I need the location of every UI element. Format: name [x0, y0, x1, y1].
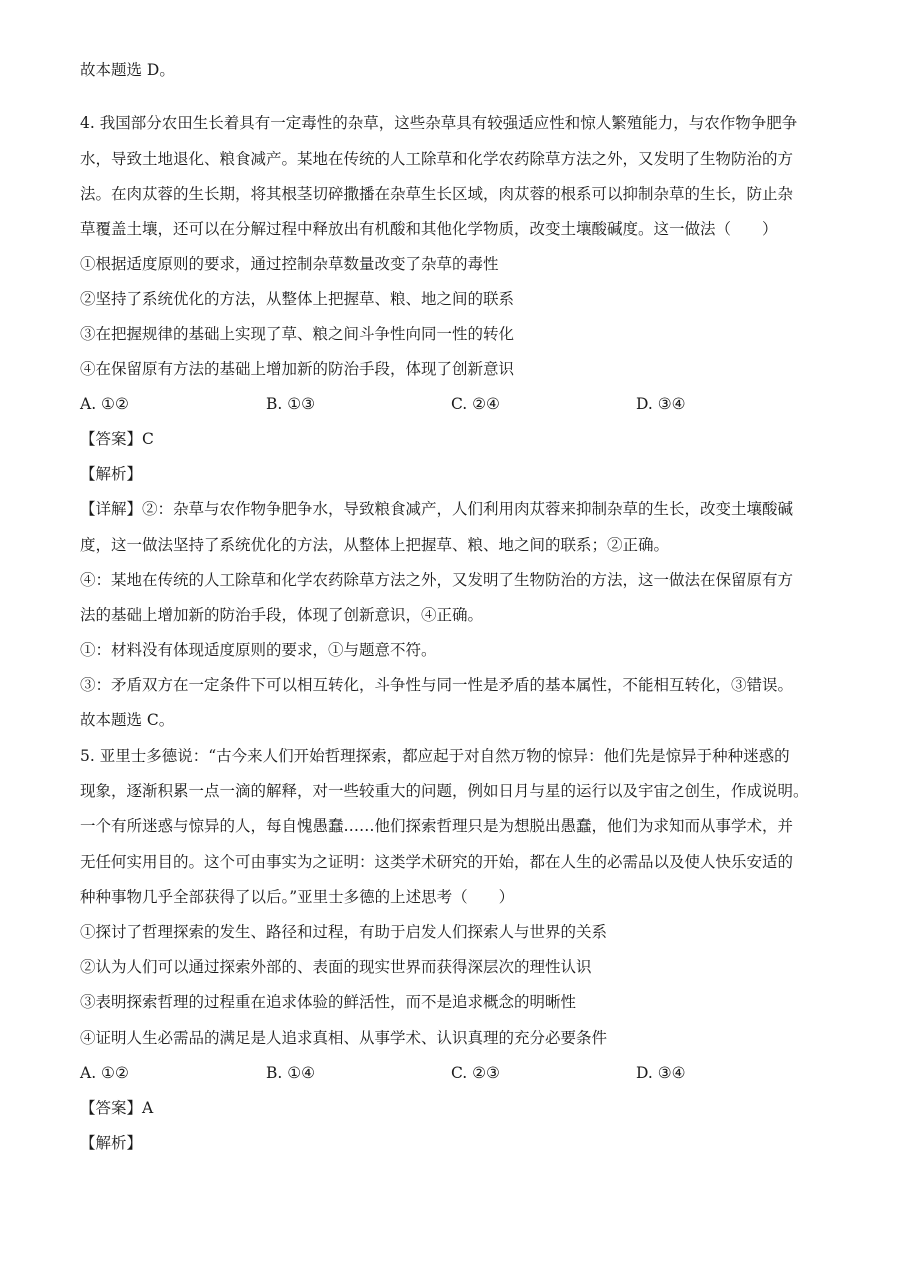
q5-option-a: A. ①②: [80, 1064, 129, 1082]
q5-statement-3: ③表明探索哲理的过程重在追求体验的鲜活性，而不是追求概念的明晰性: [80, 993, 577, 1011]
q5-stem-line: 一个有所迷惑与惊异的人，每自愧愚蠢……他们探索哲理只是为想脱出愚蠢，他们为求知而从事学术，并: [80, 817, 794, 835]
q5-analysis-label: 【解析】: [80, 1134, 143, 1152]
q4-option-a: A. ①②: [80, 395, 129, 413]
q4-detail-line: ④：某地在传统的人工除草和化学农药除草方法之外，又发明了生物防治的方法，这一做法在保留原有方: [80, 571, 794, 589]
q4-detail-line: 【详解】②：杂草与农作物争肥争水，导致粮食减产，人们利用肉苁蓉来抑制杂草的生长，改变土壤酸碱: [80, 500, 794, 518]
q5-stem-line: 种种事物几乎全部获得了以后。”亚里士多德的上述思考（ ）: [80, 888, 515, 906]
q5-statement-4: ④证明人生必需品的满足是人追求真相、从事学术、认识真理的充分必要条件: [80, 1029, 608, 1047]
q4-stem-line: 水，导致土地退化、粮食减产。某地在传统的人工除草和化学农药除草方法之外，又发明了生物防治的方: [80, 150, 794, 168]
q5-option-c: C. ②③: [451, 1064, 500, 1082]
q5-stem-line: 无任何实用目的。这个可由事实为之证明：这类学术研究的开始，都在人生的必需品以及使人快乐安适的: [80, 853, 794, 871]
q4-detail-line: 度，这一做法坚持了系统优化的方法，从整体上把握草、粮、地之间的联系；②正确。: [80, 536, 670, 554]
q4-statement-2: ②坚持了系统优化的方法，从整体上把握草、粮、地之间的联系: [80, 290, 515, 308]
q5-stem-line: 5. 亚里士多德说：“古今来人们开始哲理探索，都应起于对自然万物的惊异：他们先是惊异于种种迷惑的: [80, 747, 790, 765]
q4-stem-line: 草覆盖土壤，还可以在分解过程中释放出有机酸和其他化学物质，改变土壤酸碱度。这一做法（ ）: [80, 220, 778, 238]
q4-analysis-label: 【解析】: [80, 465, 143, 483]
q4-stem-line: 4. 我国部分农田生长着具有一定毒性的杂草，这些杂草具有较强适应性和惊人繁殖能力，与农作物争肥争: [80, 114, 798, 132]
q5-answer: 【答案】A: [80, 1099, 154, 1117]
q5-stem-line: 现象，逐渐积累一点一滴的解释，对一些较重大的问题，例如日月与星的运行以及宇宙之创生，作成说明。: [80, 782, 809, 800]
q4-stem-line: 法。在肉苁蓉的生长期，将其根茎切碎撒播在杂草生长区域，肉苁蓉的根系可以抑制杂草的生长，防止杂: [80, 185, 794, 203]
q4-detail-line: 法的基础上增加新的防治手段，体现了创新意识，④正确。: [80, 606, 484, 624]
q4-statement-4: ④在保留原有方法的基础上增加新的防治手段，体现了创新意识: [80, 360, 515, 378]
q4-option-b: B. ①③: [266, 395, 316, 413]
q4-option-c: C. ②④: [451, 395, 500, 413]
q4-answer: 【答案】C: [80, 430, 154, 448]
q4-option-d: D. ③④: [636, 395, 686, 413]
q3-conclusion: 故本题选 D。: [80, 61, 175, 79]
q4-statement-3: ③在把握规律的基础上实现了草、粮之间斗争性向同一性的转化: [80, 325, 515, 343]
q5-statement-1: ①探讨了哲理探索的发生、路径和过程，有助于启发人们探索人与世界的关系: [80, 923, 608, 941]
q4-statement-1: ①根据适度原则的要求，通过控制杂草数量改变了杂草的毒性: [80, 255, 499, 273]
q4-conclusion: 故本题选 C。: [80, 711, 175, 729]
q5-statement-2: ②认为人们可以通过探索外部的、表面的现实世界而获得深层次的理性认识: [80, 958, 592, 976]
q4-options: [80, 394, 800, 414]
q5-options: [80, 1063, 800, 1083]
q5-option-d: D. ③④: [636, 1064, 686, 1082]
q5-option-b: B. ①④: [266, 1064, 316, 1082]
q4-detail-line: ①：材料没有体现适度原则的要求，①与题意不符。: [80, 641, 437, 659]
q4-detail-line: ③：矛盾双方在一定条件下可以相互转化，斗争性与同一性是矛盾的基本属性，不能相互转化，③错误。: [80, 676, 794, 694]
